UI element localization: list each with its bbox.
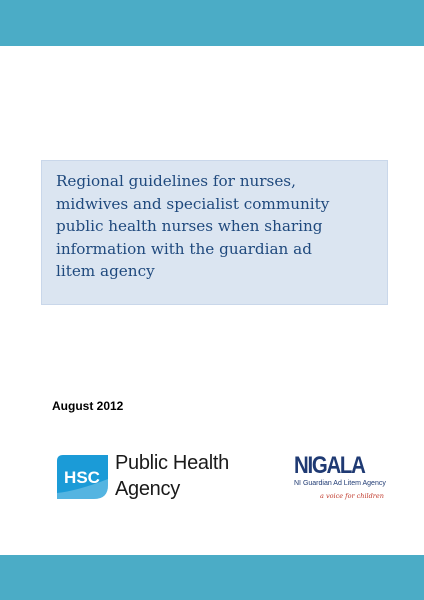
document-title [56, 170, 373, 283]
hsc-badge-text: HSC [64, 468, 100, 487]
hsc-badge-icon [57, 455, 108, 499]
hsc-logo-line2: Agency [115, 478, 180, 500]
nicala-wordmark: NIGALA [294, 452, 365, 479]
title-box [41, 160, 388, 305]
top-color-band [0, 0, 424, 46]
bottom-color-band [0, 555, 424, 600]
nicala-subtitle: NI Guardian Ad Litem Agency [294, 480, 386, 487]
nicala-tagline: a voice for children [320, 492, 384, 500]
hsc-logo-line1: Public Health [115, 452, 229, 474]
title-line: information with the guardian ad [56, 239, 312, 258]
nicala-logo [290, 452, 386, 507]
title-line: midwives and specialist community [56, 194, 330, 213]
publication-date: August 2012 [52, 399, 124, 413]
title-line: litem agency [56, 262, 155, 280]
hsc-public-health-agency-logo [57, 449, 229, 509]
title-line: public health nurses when sharing [56, 217, 323, 235]
title-line: Regional guidelines for nurses, [56, 172, 296, 190]
